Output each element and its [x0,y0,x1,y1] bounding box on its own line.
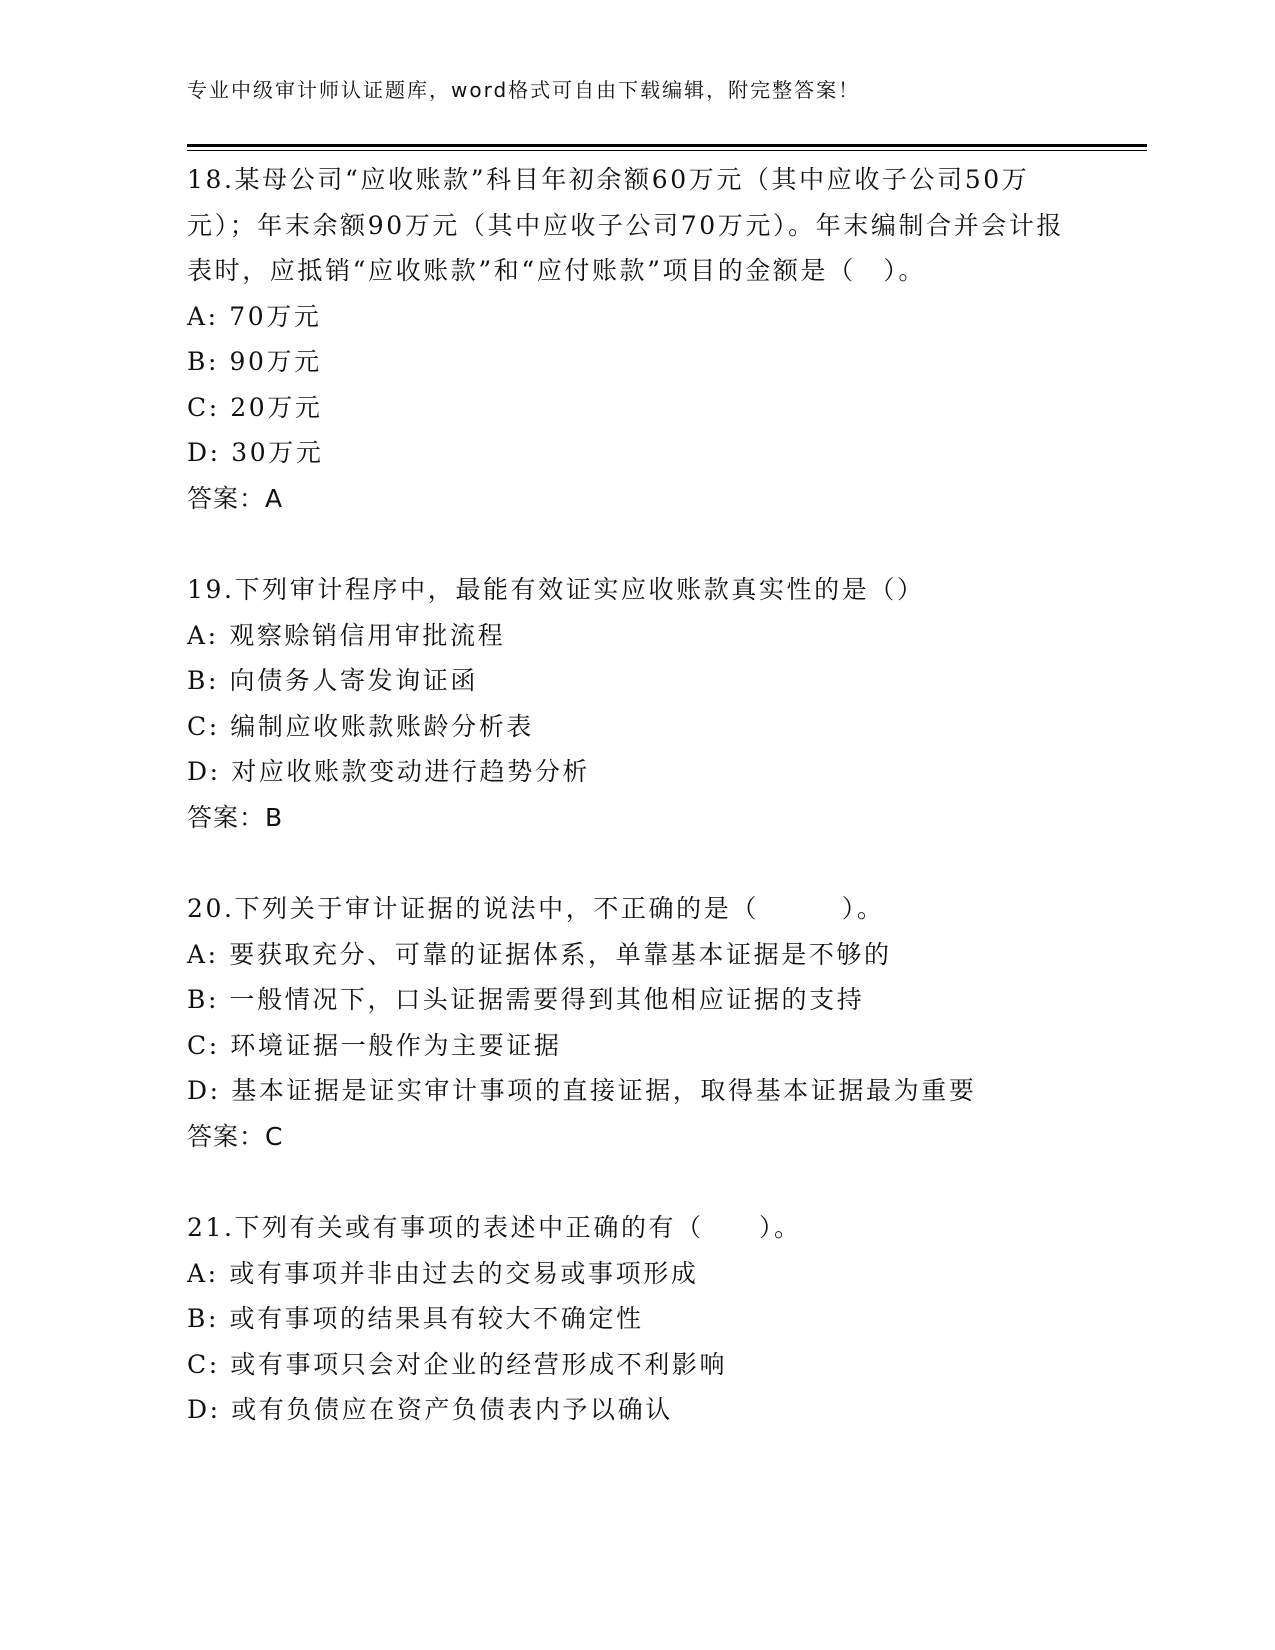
header-divider-thin [187,150,1147,151]
question-20 [187,886,1087,1159]
question-stem: 20.下列关于审计证据的说法中，不正确的是（ ）。 [187,894,885,923]
option-b: B: 90万元 [187,347,322,376]
option-a: A: 观察赊销信用审批流程 [187,620,506,650]
question-19 [187,567,1087,840]
option-c: C: 20万元 [187,392,323,422]
answer-label: 答案：B [187,802,284,832]
option-d: D: 基本证据是证实审计事项的直接证据，取得基本证据最为重要 [187,1076,977,1105]
option-c: C: 环境证据一般作为主要证据 [187,1030,562,1060]
option-b: B: 或有事项的结果具有较大不确定性 [187,1304,644,1333]
answer-label: 答案：A [187,483,284,513]
option-d: D: 或有负债应在资产负债表内予以确认 [187,1395,673,1424]
option-b: B: 向债务人寄发询证函 [187,666,478,695]
option-c: C: 编制应收账款账龄分析表 [187,711,534,741]
question-18 [187,157,1087,521]
question-stem: 21.下列有关或有事项的表述中正确的有（ ）。 [187,1213,802,1242]
question-stem: 18.某母公司“应收账款”科目年初余额60万元（其中应收子公司50万元）；年末余额90万元（其中应收子公司70万元）。年末编制合并会计报表时，应抵销“应收账款”和“应付账款”项目的金额是（ ）。 [187,165,1065,285]
header-divider-thick [187,144,1147,147]
option-c: C: 或有事项只会对企业的经营形成不利影响 [187,1349,728,1379]
page-header: 专业中级审计师认证题库，word格式可自由下载编辑，附完整答案！ [187,78,861,102]
option-d: D: 30万元 [187,438,324,467]
option-d: D: 对应收账款变动进行趋势分析 [187,757,591,786]
question-list [187,157,1087,1433]
option-a: A: 70万元 [187,301,322,331]
option-b: B: 一般情况下，口头证据需要得到其他相应证据的支持 [187,985,865,1014]
question-21 [187,1205,1087,1433]
option-a: A: 要获取充分、可靠的证据体系，单靠基本证据是不够的 [187,939,892,969]
answer-label: 答案：C [187,1121,284,1151]
question-stem: 19.下列审计程序中，最能有效证实应收账款真实性的是（） [187,575,925,604]
option-a: A: 或有事项并非由过去的交易或事项形成 [187,1258,699,1288]
